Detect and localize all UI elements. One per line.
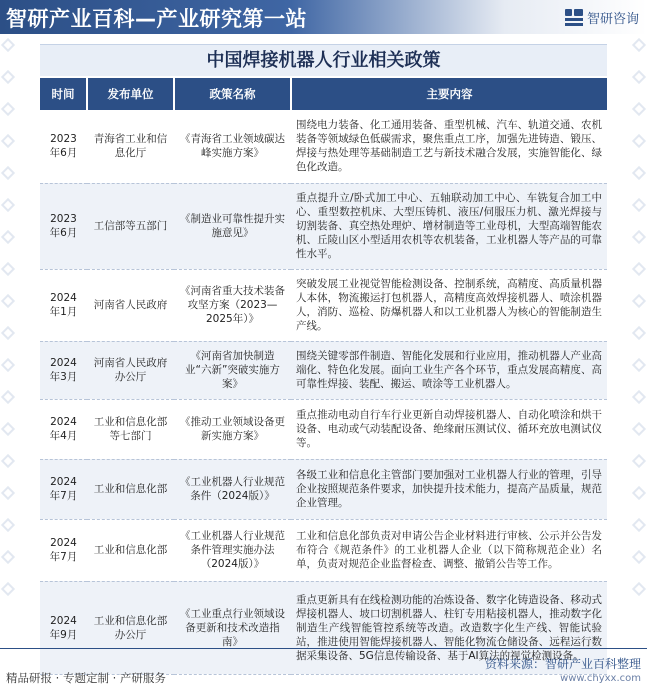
source-note: 资料来源：智研产业百科整理 (484, 657, 641, 671)
table-row (40, 269, 607, 341)
cell-time: 2024年4月 (40, 399, 87, 459)
cell-org: 工业和信息化部等七部门 (87, 399, 174, 459)
column-header-org: 发布单位 (87, 78, 174, 110)
column-header-content: 主要内容 (291, 78, 607, 110)
table-title: 中国焊接机器人行业相关政策 (40, 44, 607, 76)
right-decoration (633, 40, 645, 669)
cell-org: 工业和信息化部办公厅 (87, 581, 174, 674)
table-row (40, 459, 607, 519)
brand[interactable] (565, 8, 639, 27)
cell-org: 工业和信息化部 (87, 519, 174, 581)
cell-time: 2024年1月 (40, 269, 87, 341)
left-decoration (2, 40, 14, 669)
cell-org: 青海省工业和信息化厅 (87, 110, 174, 183)
cell-policy-name: 《工业机器人行业规范条件（2024版）》 (174, 459, 291, 519)
cell-content: 重点推动电动自行车行业更新自动焊接机器人、自动化喷涂和烘干设备、电动或气动装配设备、绝缘耐压测试仪、循环充放电测试仪等。 (291, 399, 607, 459)
table-row (40, 183, 607, 269)
cell-content: 突破发展工业视觉智能检测设备、控制系统，高精度、高质量机器人本体，物流搬运打包机器人，高精度高效焊接机器人、喷涂机器人，消防、巡检、防爆机器人和以工业机器人为核心的智能制造生产线。 (291, 269, 607, 341)
cell-org: 河南省人民政府 (87, 269, 174, 341)
top-banner (0, 0, 647, 34)
cell-time: 2024年7月 (40, 519, 87, 581)
cell-content: 重点提升立/卧式加工中心、五轴联动加工中心、车铣复合加工中心、重型数控机床、大型压铸机、液压/伺服压力机、激光焊接与切割装备、真空热处理炉、增材制造等工业母机，大型高端智能农机、丘陵山区小型适用农机等农机装备，工业机器人等产品的可靠性水平。 (291, 183, 607, 269)
table-row (40, 399, 607, 459)
table-row (40, 110, 607, 183)
cell-policy-name: 《工业机器人行业规范条件管理实施办法（2024版）》 (174, 519, 291, 581)
cell-time: 2023年6月 (40, 110, 87, 183)
cell-time: 2023年6月 (40, 183, 87, 269)
cell-policy-name: 《河南省重大技术装备攻坚方案（2023—2025年）》 (174, 269, 291, 341)
cell-policy-name: 《青海省工业领域碳达峰实施方案》 (174, 110, 291, 183)
site-url[interactable]: www.chyxx.com (560, 673, 641, 684)
cell-policy-name: 《河南省加快制造业“六新”突破实施方案》 (174, 341, 291, 399)
brand-logo-icon (565, 9, 583, 27)
cell-content: 工业和信息化部负责对申请公告企业材料进行审核、公示并公告发布符合《规范条件》的工业机器人企业（以下简称规范企业）名单，负责对规范企业监督检查、调整、撤销公告等工作。 (291, 519, 607, 581)
column-header-name: 政策名称 (174, 78, 291, 110)
cell-org: 河南省人民政府办公厅 (87, 341, 174, 399)
cell-policy-name: 《推动工业领域设备更新实施方案》 (174, 399, 291, 459)
cell-time: 2024年7月 (40, 459, 87, 519)
site-title: 智研产业百科—产业研究第一站 (6, 7, 307, 31)
cell-org: 工业和信息化部 (87, 459, 174, 519)
table-row (40, 341, 607, 399)
cell-content: 各级工业和信息化主管部门要加强对工业机器人行业的管理，引导企业按照规范条件要求，加快提升技术能力，提高产品质量，规范企业管理。 (291, 459, 607, 519)
footer-divider (0, 648, 647, 649)
cell-time: 2024年3月 (40, 341, 87, 399)
cell-content: 围绕关键零部件制造、智能化发展和行业应用，推动机器人产业高端化、特色化发展。面向工业生产各个环节，重点发展高精度、高可靠性焊接、装配、搬运、喷涂等工业机器人。 (291, 341, 607, 399)
brand-name: 智研咨询 (586, 12, 639, 27)
cell-content: 围绕电力装备、化工通用装备、重型机械、汽车、轨道交通、农机装备等领域绿色低碳需求，聚焦重点工序，加强先进铸造、锻压、焊接与热处理等基础制造工艺与新技术融合发展，实施智能化、绿色化改造。 (291, 110, 607, 183)
column-header-time: 时间 (40, 78, 87, 110)
policy-table (40, 78, 607, 675)
cell-policy-name: 《制造业可靠性提升实施意见》 (174, 183, 291, 269)
cell-content: 重点更新具有在线检测功能的冶炼设备、数字化铸造设备、移动式焊接机器人、坡口切割机器人、柱钉专用粘接机器人，推动数字化制造生产线智能管控系统等改造。改造数字化生产线、智能试验站，推进使用智能焊接机器人、智能化物流仓储设备、远程运行数据采集设备、5G信息传输设备、基于AI算法的视觉检测设备。 (291, 581, 607, 674)
cell-time: 2024年9月 (40, 581, 87, 674)
cell-policy-name: 《工业重点行业领域设备更新和技术改造指南》 (174, 581, 291, 674)
footer-tagline: 精品研报 · 专题定制 · 产研服务 (6, 671, 166, 685)
table-row (40, 519, 607, 581)
table-header-row (40, 78, 607, 110)
cell-org: 工信部等五部门 (87, 183, 174, 269)
